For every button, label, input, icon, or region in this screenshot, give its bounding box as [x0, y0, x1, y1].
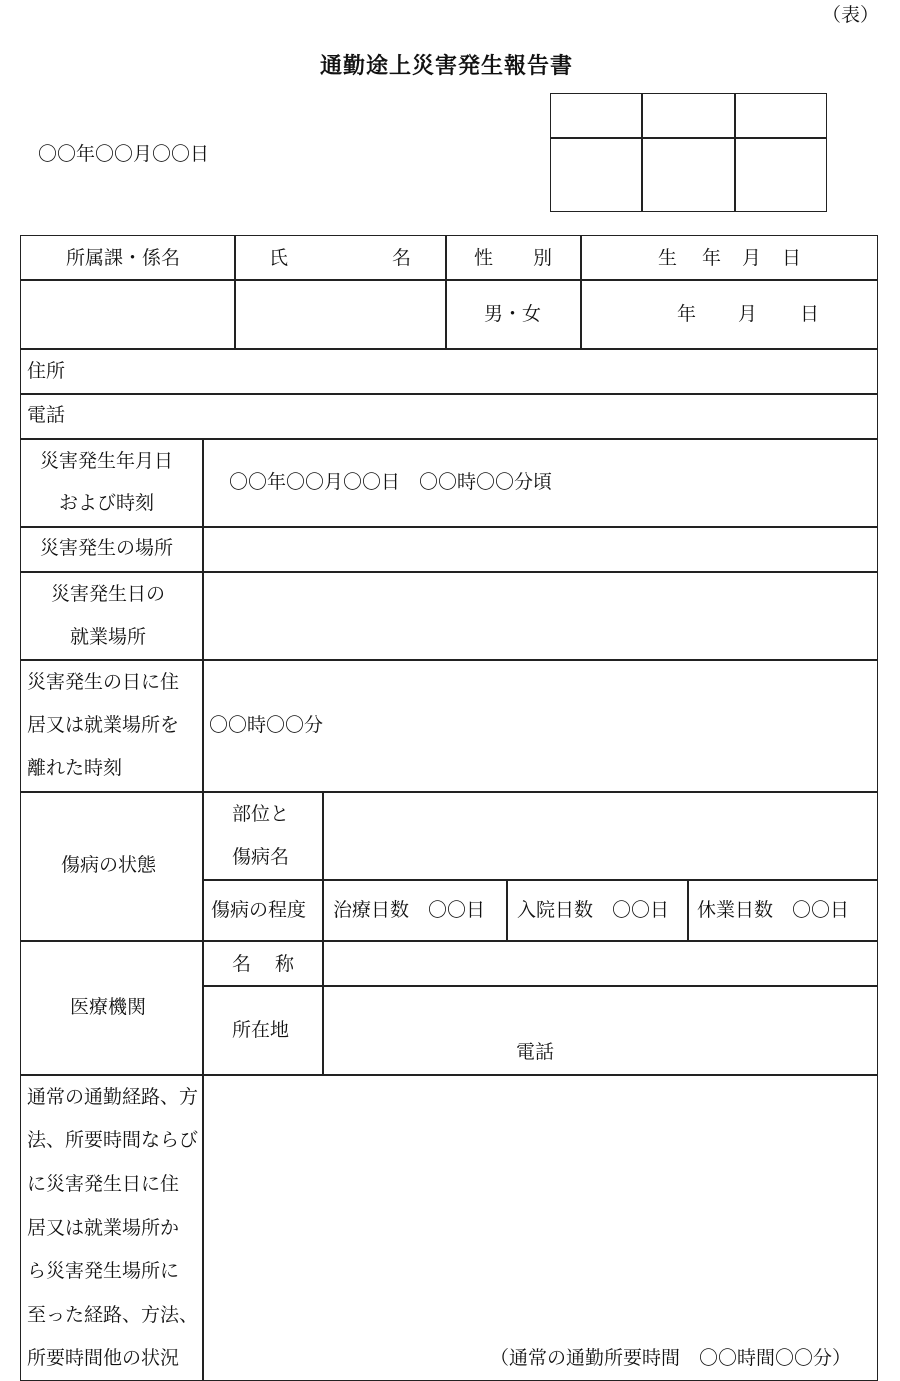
route-label-line: 法、所要時間ならび [27, 1129, 199, 1151]
col-divider [687, 879, 689, 941]
workplace-label-2: 就業場所 [70, 626, 147, 648]
left-time-label-3: 離れた時刻 [27, 757, 123, 779]
birth-day-label: 日 [800, 303, 820, 325]
stamp-grid-line [734, 93, 736, 212]
page-title: 通勤途上災害発生報告書 [320, 53, 574, 79]
birth-year-label: 年 [677, 303, 697, 325]
workplace-label-1: 災害発生日の [51, 583, 166, 605]
medical-name-label-last: 称 [275, 953, 295, 975]
route-label-line: 所要時間他の状況 [27, 1347, 180, 1369]
usual-commute-time[interactable]: （通常の通勤所要時間 〇〇時間〇〇分） [490, 1347, 852, 1369]
route-label-line: 通常の通勤経路、方 [27, 1086, 199, 1108]
row-divider [20, 659, 878, 661]
route-label-line: 至った経路、方法、 [27, 1304, 199, 1326]
accident-datetime-label-1: 災害発生年月日 [40, 450, 174, 472]
injury-label: 傷病の状態 [61, 854, 157, 876]
name-field[interactable] [236, 281, 444, 347]
col-divider [580, 235, 582, 349]
birth-header-3: 月 [742, 247, 762, 269]
injury-degree-label: 傷病の程度 [211, 899, 307, 921]
stamp-grid-line [641, 93, 643, 212]
left-time-value[interactable]: 〇〇時〇〇分 [209, 714, 324, 736]
medical-name-field[interactable] [324, 942, 876, 984]
medical-location-field[interactable] [324, 987, 876, 1073]
birth-header-2: 年 [702, 247, 722, 269]
sex-header-first: 性 [474, 247, 494, 269]
medical-name-label-first: 名 [232, 953, 252, 975]
row-divider [20, 438, 878, 440]
phone-field[interactable] [80, 395, 876, 437]
accident-place-field[interactable] [204, 528, 876, 570]
route-label-line: ら災害発生場所に [27, 1260, 180, 1282]
birth-header-4: 日 [782, 247, 802, 269]
route-description-field[interactable] [204, 1076, 876, 1336]
injury-part-label-1: 部位と [232, 803, 290, 825]
name-header-first: 氏 [269, 247, 289, 269]
medical-label: 医療機関 [70, 996, 147, 1018]
report-date: 〇〇年〇〇月〇〇日 [38, 143, 210, 165]
birth-header-1: 生 [658, 247, 678, 269]
dept-header: 所属課・係名 [66, 247, 181, 269]
name-header-last: 名 [392, 247, 412, 269]
leave-days[interactable]: 休業日数 〇〇日 [697, 899, 850, 921]
col-divider [506, 879, 508, 941]
stamp-grid-line [550, 137, 827, 139]
accident-datetime-label-2: および時刻 [59, 492, 155, 514]
accident-place-label: 災害発生の場所 [40, 537, 174, 559]
workplace-field[interactable] [204, 573, 876, 658]
dept-field[interactable] [22, 281, 233, 347]
side-label: （表） [822, 4, 880, 26]
accident-datetime-value[interactable]: 〇〇年〇〇月〇〇日 〇〇時〇〇分頃 [229, 471, 553, 493]
address-label: 住所 [27, 360, 66, 382]
col-divider [445, 235, 447, 349]
birth-month-label: 月 [738, 303, 758, 325]
route-label-line: 居又は就業場所か [27, 1217, 180, 1239]
phone-label: 電話 [27, 404, 66, 426]
left-time-label-1: 災害発生の日に住 [27, 671, 180, 693]
row-divider [202, 879, 878, 881]
hospital-days[interactable]: 入院日数 〇〇日 [517, 899, 670, 921]
approval-stamp-grid [550, 93, 827, 212]
left-time-label-2: 居又は就業場所を [27, 714, 180, 736]
injury-part-field[interactable] [324, 793, 876, 878]
sex-header-last: 別 [533, 247, 553, 269]
medical-phone-label: 電話 [516, 1041, 555, 1063]
sex-options[interactable]: 男・女 [484, 303, 542, 325]
treatment-days[interactable]: 治療日数 〇〇日 [333, 899, 486, 921]
injury-part-label-2: 傷病名 [232, 846, 290, 868]
route-label-line: に災害発生日に住 [27, 1173, 180, 1195]
address-field[interactable] [80, 350, 876, 392]
medical-location-label: 所在地 [232, 1019, 290, 1041]
